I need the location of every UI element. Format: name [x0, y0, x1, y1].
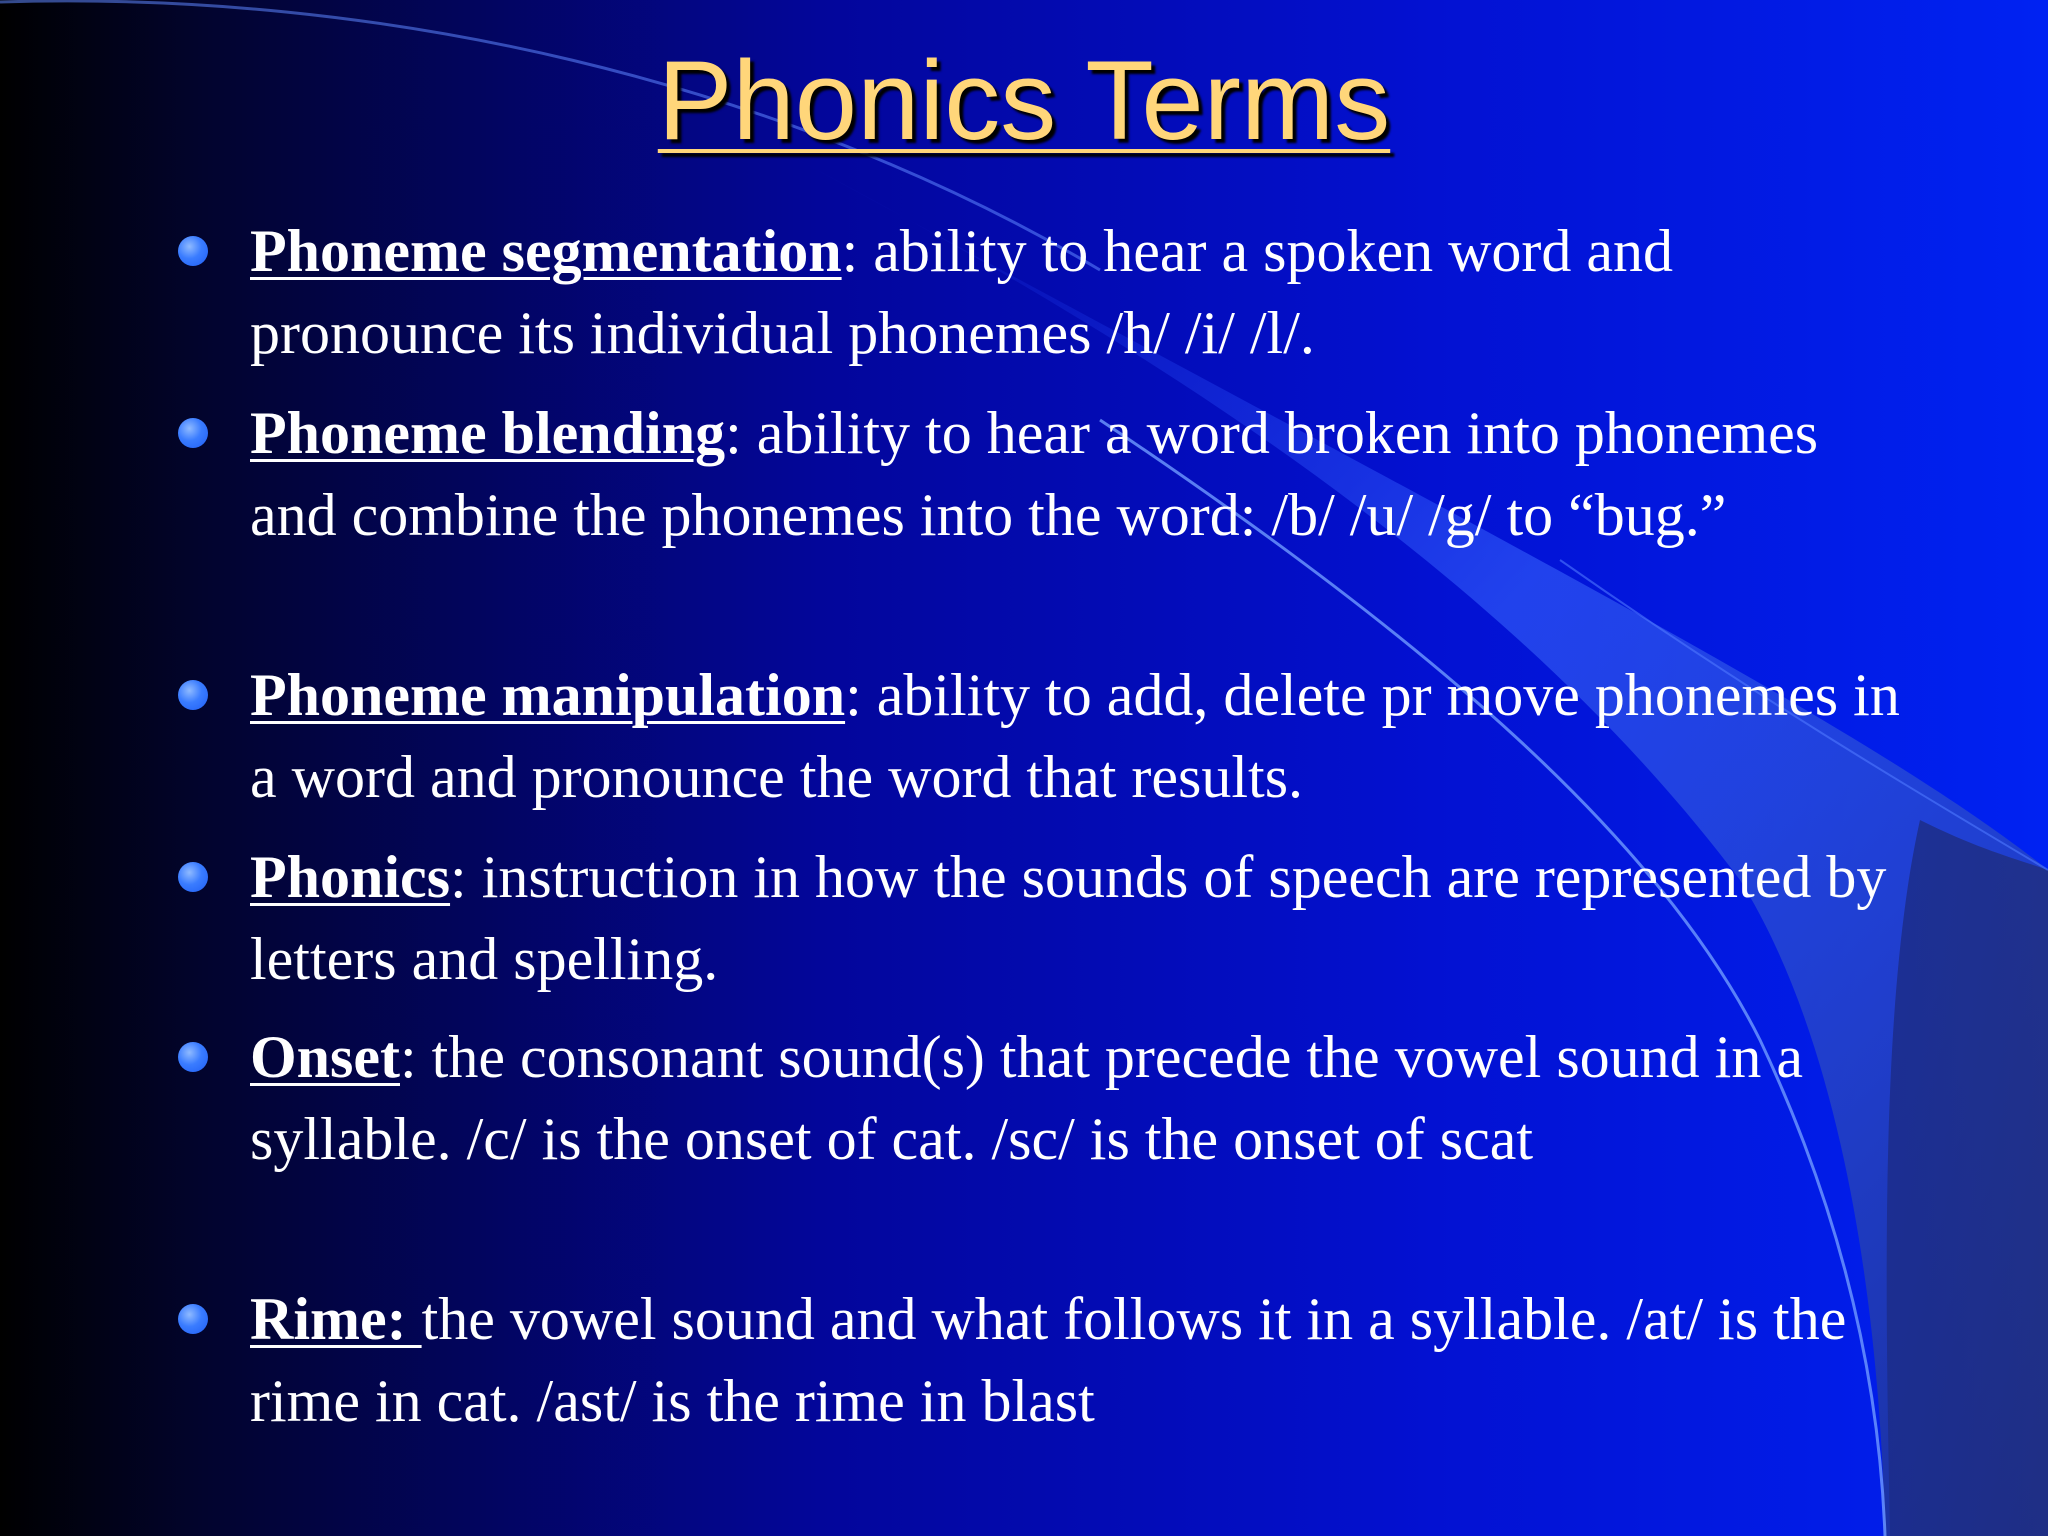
bullet-dot-icon — [178, 418, 208, 448]
bullet-item-phoneme-segmentation — [250, 210, 1910, 374]
bullet-definition: : ability to hear a spoken word and pronounce its individual phonemes /h/ /i/ /l/. — [250, 218, 1674, 366]
bullet-item-phoneme-manipulation — [250, 654, 1910, 818]
bullet-term: Phoneme blending — [250, 400, 726, 466]
bullet-definition: the vowel sound and what follows it in a syllable. /at/ is the rime in cat. /ast/ is the rime in blast — [250, 1286, 1847, 1434]
bullet-definition: : ability to add, delete pr move phonemes in a word and pronounce the word that results. — [250, 662, 1900, 810]
bullet-item-onset — [250, 1016, 1910, 1180]
bullet-item-rime — [250, 1278, 1910, 1442]
bullet-definition: : ability to hear a word broken into phonemes and combine the phonemes into the word: /b/ /u/ /g/ to “bug.” — [250, 400, 1819, 548]
bullet-term: Onset — [250, 1024, 400, 1090]
bullet-dot-icon — [178, 236, 208, 266]
bullet-definition: : the consonant sound(s) that precede the vowel sound in a syllable. /c/ is the onset of cat. /sc/ is the onset of scat — [250, 1024, 1803, 1172]
slide-title: Phonics Terms — [657, 38, 1391, 163]
bullet-term: Phonics — [250, 844, 451, 910]
bullet-dot-icon — [178, 862, 208, 892]
bullet-term: Phoneme segmentation — [250, 218, 842, 284]
bullet-dot-icon — [178, 1304, 208, 1334]
bullet-dot-icon — [178, 1042, 208, 1072]
bullet-item-phoneme-blending — [250, 392, 1910, 556]
bullet-term: Rime: — [250, 1286, 422, 1352]
bullet-item-phonics — [250, 836, 1910, 1000]
bullet-dot-icon — [178, 680, 208, 710]
bullet-definition: : instruction in how the sounds of speech are represented by letters and spelling. — [250, 844, 1887, 992]
bullet-term: Phoneme manipulation — [250, 662, 846, 728]
